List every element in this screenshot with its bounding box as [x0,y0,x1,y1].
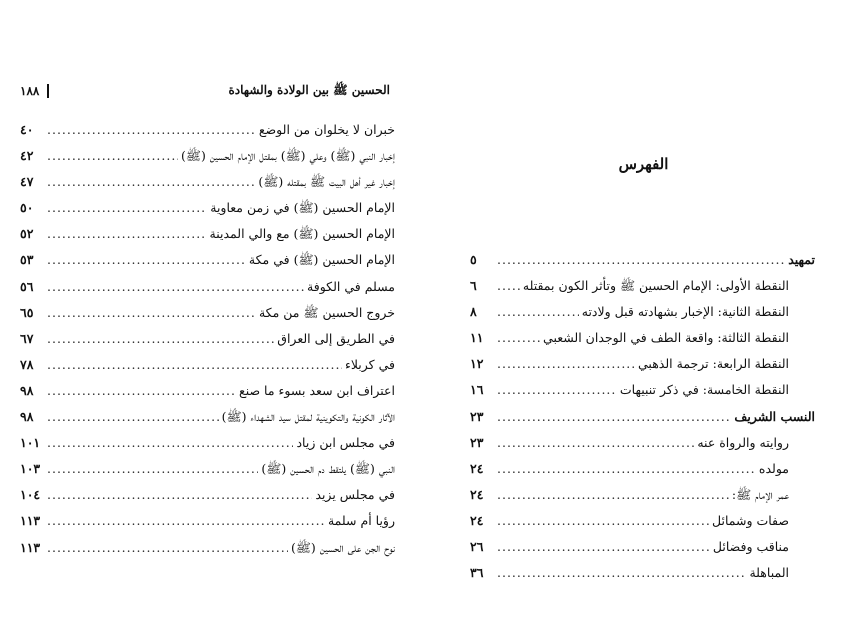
toc-entry-label: النقطة الرابعة: ترجمة الذهبي [638,356,789,372]
right-page [430,0,857,639]
toc-entry-label: اعتراف ابن سعد بسوء ما صنع [239,382,395,398]
dot-leader [497,247,785,273]
dot-leader [47,326,274,352]
toc-entry-page: ١٠١ [20,435,41,451]
toc-entry-page: ١٦ [470,382,484,398]
toc-entry-page: ٦ [470,278,477,294]
toc-entry[interactable] [470,351,815,377]
toc-list-right [470,247,815,586]
dot-leader [497,560,746,586]
toc-entry[interactable] [470,430,815,456]
toc-entry-label: خبران لا يخلوان من الوضع [258,122,395,137]
dot-leader [47,404,219,430]
toc-entry-label: مسلم في الكوفة [307,278,395,294]
dot-leader [497,534,710,560]
toc-entry-label: النقطة الثانية: الإخبار بشهادته قبل ولادته [581,304,789,320]
toc-entry-label: في الطريق إلى العراق [277,330,395,346]
page-number-block [20,84,49,98]
toc-entry[interactable] [470,273,815,299]
dot-leader [47,169,255,195]
dot-leader [47,352,342,378]
toc-entry[interactable] [20,195,395,221]
toc-entry-label: الآثار الكونية والتكوينية لمقتل سيد الشهداء (ﷺ) [221,409,395,425]
toc-entry-page: ١٠٣ [20,461,41,477]
toc-entry[interactable] [470,325,815,351]
toc-section-entry[interactable] [470,247,815,273]
toc-entry-page: ٢٣ [470,434,484,450]
dot-leader [497,325,540,351]
dot-leader [497,404,731,430]
toc-entry-page: ٥٢ [20,226,34,242]
toc-entry-page: ٧٨ [20,356,34,372]
toc-entry-page: ٣٦ [470,565,484,581]
dot-leader [497,456,756,482]
toc-entry-label: الإمام الحسين (ﷺ) مع والي المدينة [209,226,395,242]
dot-leader [47,456,258,482]
dot-leader [497,351,635,377]
toc-entry-label: في كربلاء [344,356,395,372]
toc-entry-page: ١١ [470,330,484,346]
toc-entry[interactable] [20,143,395,169]
toc-entry[interactable] [470,456,815,482]
toc-entry-page: ٤٠ [20,122,34,137]
toc-section-entry[interactable] [470,404,815,430]
toc-entry[interactable] [20,247,395,273]
running-title: الحسين ﷺ بين الولادة والشهادة [228,82,390,97]
toc-entry-label: مناقب وفضائل [712,539,789,555]
toc-entry-page: ٨ [470,304,477,320]
dot-leader [47,300,256,326]
dot-leader [47,274,304,300]
toc-entry-page: ٢٤ [470,512,484,528]
toc-entry[interactable] [470,534,815,560]
dot-leader [497,430,694,456]
toc-entry-page: ٢٣ [470,408,484,424]
dot-leader [47,221,207,247]
toc-entry-page: ٤٢ [20,148,34,164]
toc-entry-page: ١٢ [470,356,484,372]
toc-entry-page: ٩٨ [20,409,34,425]
toc-entry-label: النقطة الأولى: الإمام الحسين ﷺ وتأثر الكون بمقتله [522,278,789,294]
toc-entry[interactable] [470,560,815,586]
toc-entry[interactable] [20,221,395,247]
dot-leader [497,299,579,325]
toc-entry[interactable] [20,404,395,430]
dot-leader [497,482,729,508]
toc-entry[interactable] [470,377,815,403]
toc-entry-page: ٦٥ [20,304,34,320]
running-header [20,80,390,102]
toc-entry[interactable] [20,300,395,326]
toc-entry-label: النسب الشريف [734,408,815,424]
toc-entry[interactable] [20,430,395,456]
toc-entry-label: النقطة الخامسة: في ذكر تنبيهات [619,382,789,398]
left-page [0,0,420,639]
toc-entry[interactable] [470,299,815,325]
index-heading: الفهرس [618,155,669,173]
toc-entry-label: خروج الحسين ﷺ من مكة [258,304,395,320]
toc-entry-page: ٥٠ [20,200,34,216]
toc-entry[interactable] [20,326,395,352]
toc-entry-page: ٥٣ [20,252,34,268]
toc-entry[interactable] [20,169,395,195]
toc-entry-label: الإمام الحسين (ﷺ) في مكة [248,252,395,268]
page-number: ١٨٨ [20,84,40,98]
toc-list-left [20,117,395,561]
toc-entry[interactable] [20,482,395,508]
toc-entry-label: رؤيا أم سلمة [327,513,395,529]
toc-entry-label: الإمام الحسين (ﷺ) في زمن معاوية [210,200,395,216]
toc-entry[interactable] [20,274,395,300]
dot-leader [47,508,325,534]
toc-entry-label: صفات وشمائل [712,512,789,528]
toc-entry-page: ١١٣ [20,513,41,529]
toc-entry-label: مولده [758,460,789,476]
dot-leader [497,273,520,299]
toc-entry-page: ٥ [470,252,477,267]
dot-leader [497,377,617,403]
toc-entry-label: إخبار النبي (ﷺ) وعلي (ﷺ) بمقتل الإمام الحسين (ﷺ) [180,148,395,164]
dot-leader [47,195,207,221]
toc-entry[interactable] [20,456,395,482]
toc-entry-label: المباهلة [749,565,789,581]
toc-entry[interactable] [20,117,395,143]
toc-entry-page: ٤٧ [20,174,34,190]
toc-entry-page: ٢٦ [470,539,484,555]
dot-leader [47,143,178,169]
toc-entry-label: عمر الإمام ﷺ: [731,486,789,502]
toc-entry[interactable] [470,508,815,534]
dot-leader [47,482,312,508]
toc-entry-label: إخبار غير أهل البيت ﷺ بمقتله (ﷺ) [258,174,395,190]
toc-entry-label: النقطة الثالثة: واقعة الطف في الوجدان الشعبي [543,330,789,346]
toc-entry-page: ١٠٤ [20,487,41,503]
toc-entry-label: روايته والرواة عنه [697,434,789,450]
toc-entry[interactable] [470,482,815,508]
toc-entry[interactable] [20,352,395,378]
dot-leader [47,117,256,143]
toc-entry-page: ١١٣ [20,539,41,555]
dot-leader [47,378,236,404]
dot-leader [47,247,246,273]
dot-leader [47,535,288,561]
toc-entry[interactable] [20,535,395,561]
header-divider [47,84,49,98]
toc-entry-page: ٥٦ [20,278,34,294]
toc-entry[interactable] [20,378,395,404]
toc-entry[interactable] [20,508,395,534]
toc-entry-label: في مجلس يزيد [315,487,395,503]
toc-entry-label: تمهيد [788,252,815,267]
toc-entry-page: ٩٨ [20,382,34,398]
toc-entry-label: في مجلس ابن زياد [296,435,395,451]
toc-entry-page: ٦٧ [20,330,34,346]
dot-leader [497,508,709,534]
toc-entry-label: نوح الجن على الحسين (ﷺ) [290,539,395,555]
dot-leader [47,430,293,456]
toc-entry-label: النبي (ﷺ) يلتقط دم الحسين (ﷺ) [261,461,395,477]
toc-entry-page: ٢٤ [470,486,484,502]
toc-entry-page: ٢٤ [470,460,484,476]
